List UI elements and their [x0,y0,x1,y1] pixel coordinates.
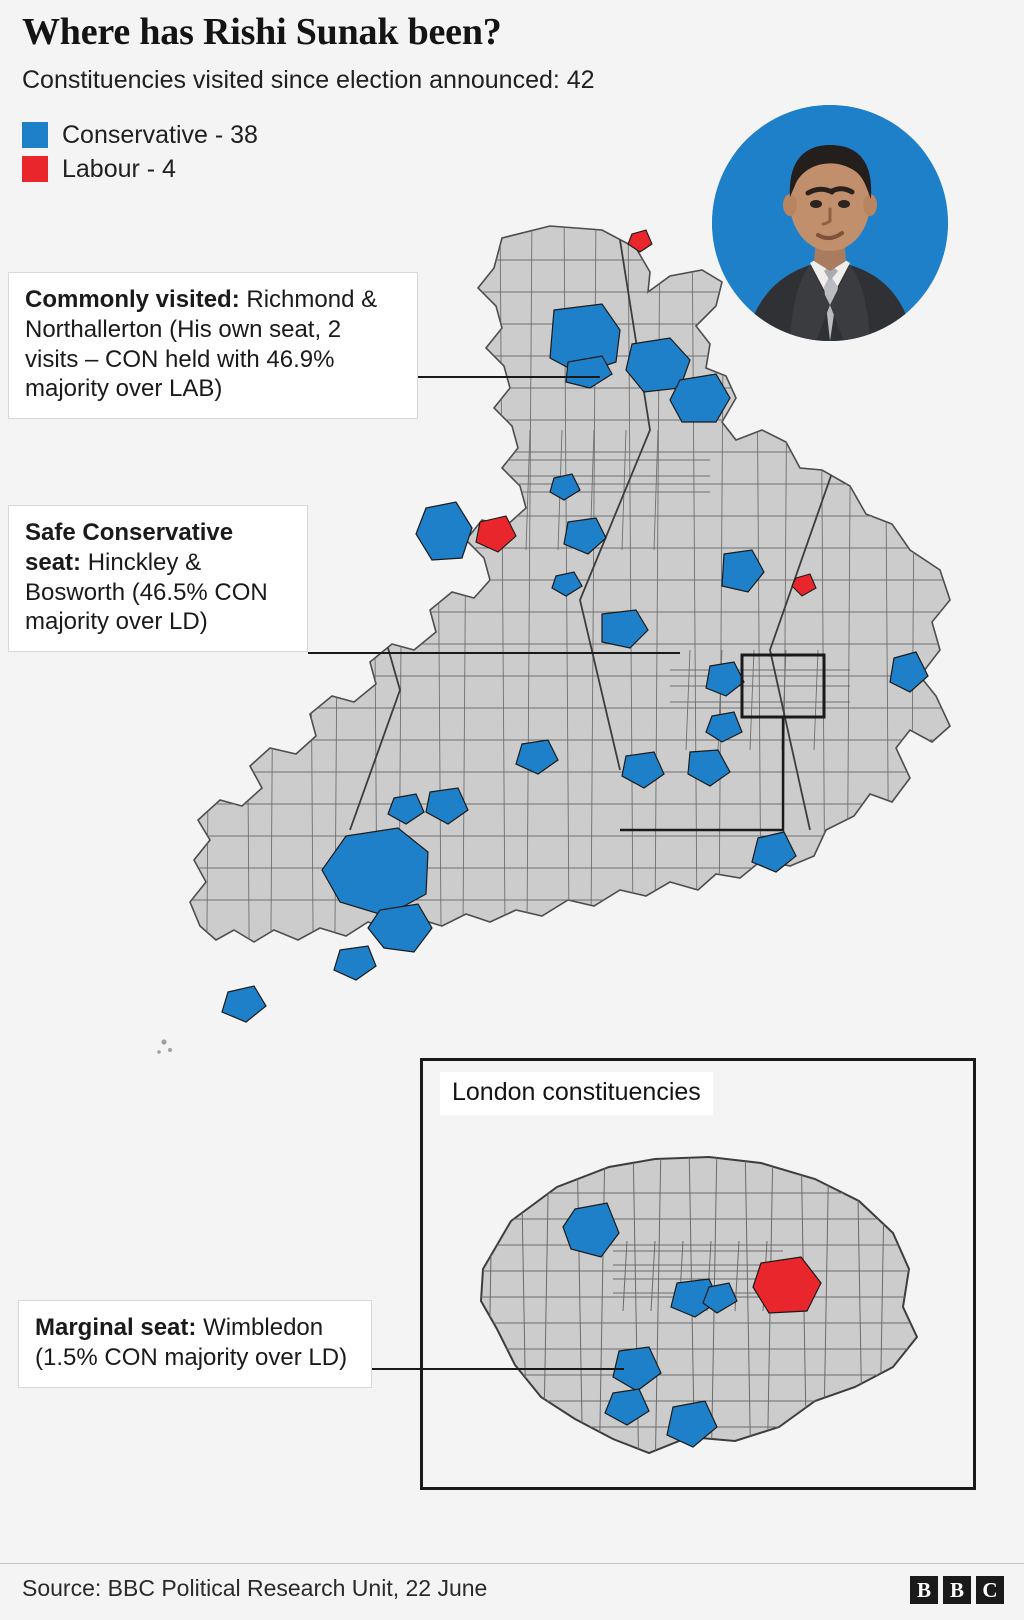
legend-swatch-conservative [22,122,48,148]
bbc-logo-letter-2: B [943,1576,971,1604]
page-title: Where has Rishi Sunak been? [22,11,502,53]
callout-safe-body: Hinckley & Bosworth (46.5% CON majority over LD) [25,548,268,636]
london-inset-label: London constituencies [440,1072,713,1115]
source-note: Source: BBC Political Research Unit, 22 June [22,1575,488,1601]
london-map-svg [423,1101,979,1493]
callout-safe-seat [8,505,308,652]
bbc-logo [910,1576,1004,1604]
london-inset-box [420,1058,976,1490]
isles-of-scilly [157,1039,172,1053]
legend-label-conservative: Conservative - 38 [62,120,258,149]
callout-marginal-body: Wimbledon (1.5% CON majority over LD) [35,1314,348,1371]
footer-divider [0,1563,1024,1564]
map-london [423,1101,979,1493]
callout-safe-heading: Safe Conservative seat: [25,519,234,576]
leader-marginal [372,1368,624,1370]
callout-commonly-visited [8,272,418,419]
bbc-logo-letter-1: B [910,1576,938,1604]
bbc-logo-letter-3: C [976,1576,1004,1604]
legend-swatch-labour [22,156,48,182]
callout-marginal-seat [18,1300,372,1388]
leader-safe [308,652,680,654]
callout-commonly-heading: Commonly visited: [25,286,240,313]
callout-commonly-body: Richmond & Northallerton (His own seat, 2 visits – CON held with 46.9% majority over LAB) [25,286,378,403]
leader-commonly [418,376,600,378]
callout-marginal-heading: Marginal seat: [35,1314,197,1341]
legend-label-labour: Labour - 4 [62,154,176,183]
page-subtitle: Constituencies visited since election announced: 42 [22,66,595,94]
